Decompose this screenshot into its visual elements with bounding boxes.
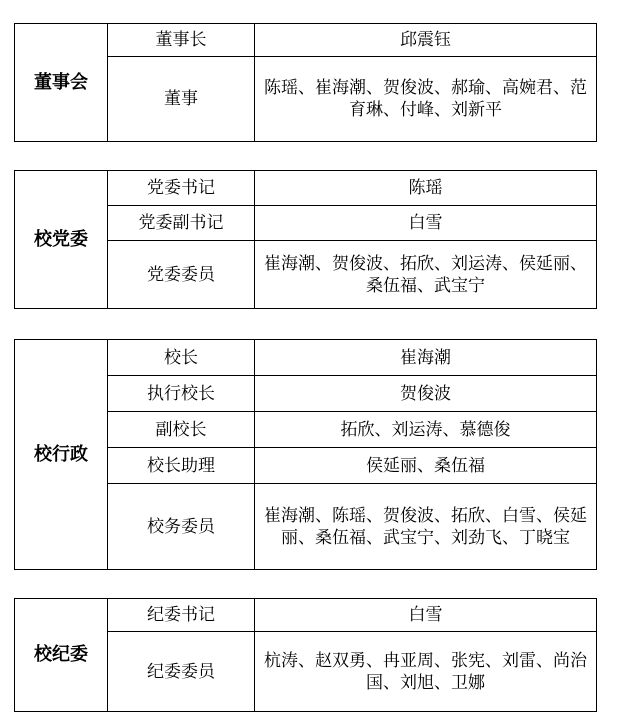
- table-row: [15, 340, 597, 376]
- table-row: [15, 599, 597, 632]
- member-names: 陈瑶: [255, 171, 597, 206]
- member-names: 崔海潮: [255, 340, 597, 376]
- member-names: 白雪: [255, 206, 597, 241]
- member-names: 白雪: [255, 599, 597, 632]
- role-label: 董事: [108, 57, 255, 142]
- member-names: 陈瑶、崔海潮、贺俊波、郝瑜、高婉君、范育琳、付峰、刘新平: [255, 57, 597, 142]
- member-names: 崔海潮、贺俊波、拓欣、刘运涛、侯延丽、桑伍福、武宝宁: [255, 241, 597, 309]
- administration-table: [14, 339, 597, 570]
- member-names: 杭涛、赵双勇、冉亚周、张宪、刘雷、尚治国、刘旭、卫娜: [255, 632, 597, 712]
- member-names: 拓欣、刘运涛、慕德俊: [255, 412, 597, 448]
- board-table: [14, 23, 597, 142]
- role-label: 校长助理: [108, 448, 255, 484]
- discipline-committee-table: [14, 598, 597, 712]
- section-title: 校行政: [15, 340, 108, 570]
- role-label: 党委副书记: [108, 206, 255, 241]
- role-label: 纪委书记: [108, 599, 255, 632]
- section-title: 董事会: [15, 24, 108, 142]
- section-title: 校党委: [15, 171, 108, 309]
- role-label: 校长: [108, 340, 255, 376]
- party-committee-table: [14, 170, 597, 309]
- role-label: 董事长: [108, 24, 255, 57]
- role-label: 校务委员: [108, 484, 255, 570]
- member-names: 邱震钰: [255, 24, 597, 57]
- role-label: 党委书记: [108, 171, 255, 206]
- role-label: 副校长: [108, 412, 255, 448]
- table-row: [15, 24, 597, 57]
- table-row: [15, 171, 597, 206]
- member-names: 侯延丽、桑伍福: [255, 448, 597, 484]
- role-label: 纪委委员: [108, 632, 255, 712]
- section-title: 校纪委: [15, 599, 108, 712]
- role-label: 执行校长: [108, 376, 255, 412]
- member-names: 崔海潮、陈瑶、贺俊波、拓欣、白雪、侯延丽、桑伍福、武宝宁、刘劲飞、丁晓宝: [255, 484, 597, 570]
- member-names: 贺俊波: [255, 376, 597, 412]
- role-label: 党委委员: [108, 241, 255, 309]
